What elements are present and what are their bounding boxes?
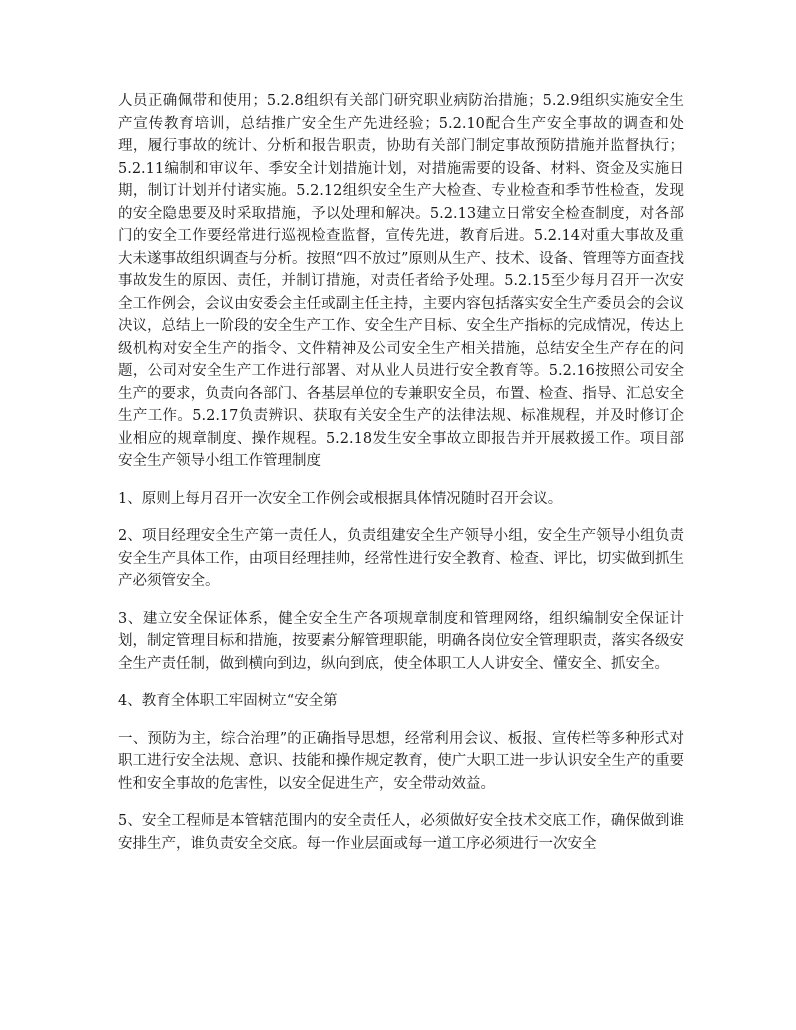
paragraph-item-1: 1、原则上每月召开一次安全工作例会或根据具体情况随时召开会议。 <box>118 490 563 507</box>
paragraph-item-4-continued: 一、预防为主，综合治理”的正确指导思想，经常利用会议、板报、宣传栏等多种形式对职工进行安全法规、意识、技能和操作规定教育，使广大职工进一步认识安全生产的重要性和安全事故的危害性，以安全促进生产，安全带动效益。 <box>118 730 684 792</box>
document-page <box>118 90 684 855</box>
paragraph-regulations-5-2: 人员正确佩带和使用；5.2.8组织有关部门研究职业病防治措施；5.2.9组织实施安全生产宣传教育培训，总结推广安全生产先进经验；5.2.10配合生产安全事故的调查和处理，履行事故的统计、分析和报告职责，协助有关部门制定事故预防措施并监督执行；5.2.11编制和审议年、季安全计划措施计划，对措施需要的设备、材料、资金及实施日期，制订计划并付诸实施。5.2.12组织安全生产大检查、专业检查和季节性检查，发现的安全隐患要及时采取措施，予以处理和解决。5.2.13建立日常安全检查制度，对各部门的安全工作要经常进行巡视检查监督，宣传先进，教育后进。5.2.14对重大事故及重大未遂事故组织调查与分析。按照“四不放过”原则从生产、技术、设备、管理等方面查找事故发生的原因、责任，并制订措施，对责任者给予处理。5.2.15至少每月召开一次安全工作例会，会议由安委会主任或副主任主持，主要内容包括落实安全生产委员会的会议决议，总结上一阶段的安全生产工作、安全生产目标、安全生产指标的完成情况，传达上级机构对安全生产的指令、文件精神及公司安全生产相关措施，总结安全生产存在的问题，公司对安全生产工作进行部署、对从业人员进行安全教育等。5.2.16按照公司安全生产的要求，负责向各部门、各基层单位的专兼职安全员，布置、检查、指导、汇总安全生产工作。5.2.17负责辨识、获取有关安全生产的法律法规、标准规程，并及时修订企业相应的规章制度、操作规程。5.2.18发生安全事故立即报告并开展救援工作。项目部安全生产领导小组工作管理制度 <box>118 93 684 469</box>
paragraph-item-2: 2、项目经理安全生产第一责任人，负责组建安全生产领导小组，安全生产领导小组负责安全生产具体工作，由项目经理挂帅，经常性进行安全教育、检查、评比，切实做到抓生产必须管安全。 <box>118 528 684 589</box>
paragraph-item-3: 3、建立安全保证体系，健全安全生产各项规章制度和管理网络，组织编制安全保证计划，制定管理目标和措施，按要素分解管理职能，明确各岗位安全管理职责，落实各级安全生产责任制，做到横向到边，纵向到底，使全体职工人人讲安全、懂安全、抓安全。 <box>118 610 684 672</box>
paragraph-item-5: 5、安全工程师是本管辖范围内的安全责任人，必须做好安全技术交底工作，确保做到谁安排生产，谁负责安全交底。每一作业层面或每一道工序必须进行一次安全 <box>118 813 684 852</box>
paragraph-item-4: 4、教育全体职工牢固树立“安全第 <box>118 693 338 709</box>
